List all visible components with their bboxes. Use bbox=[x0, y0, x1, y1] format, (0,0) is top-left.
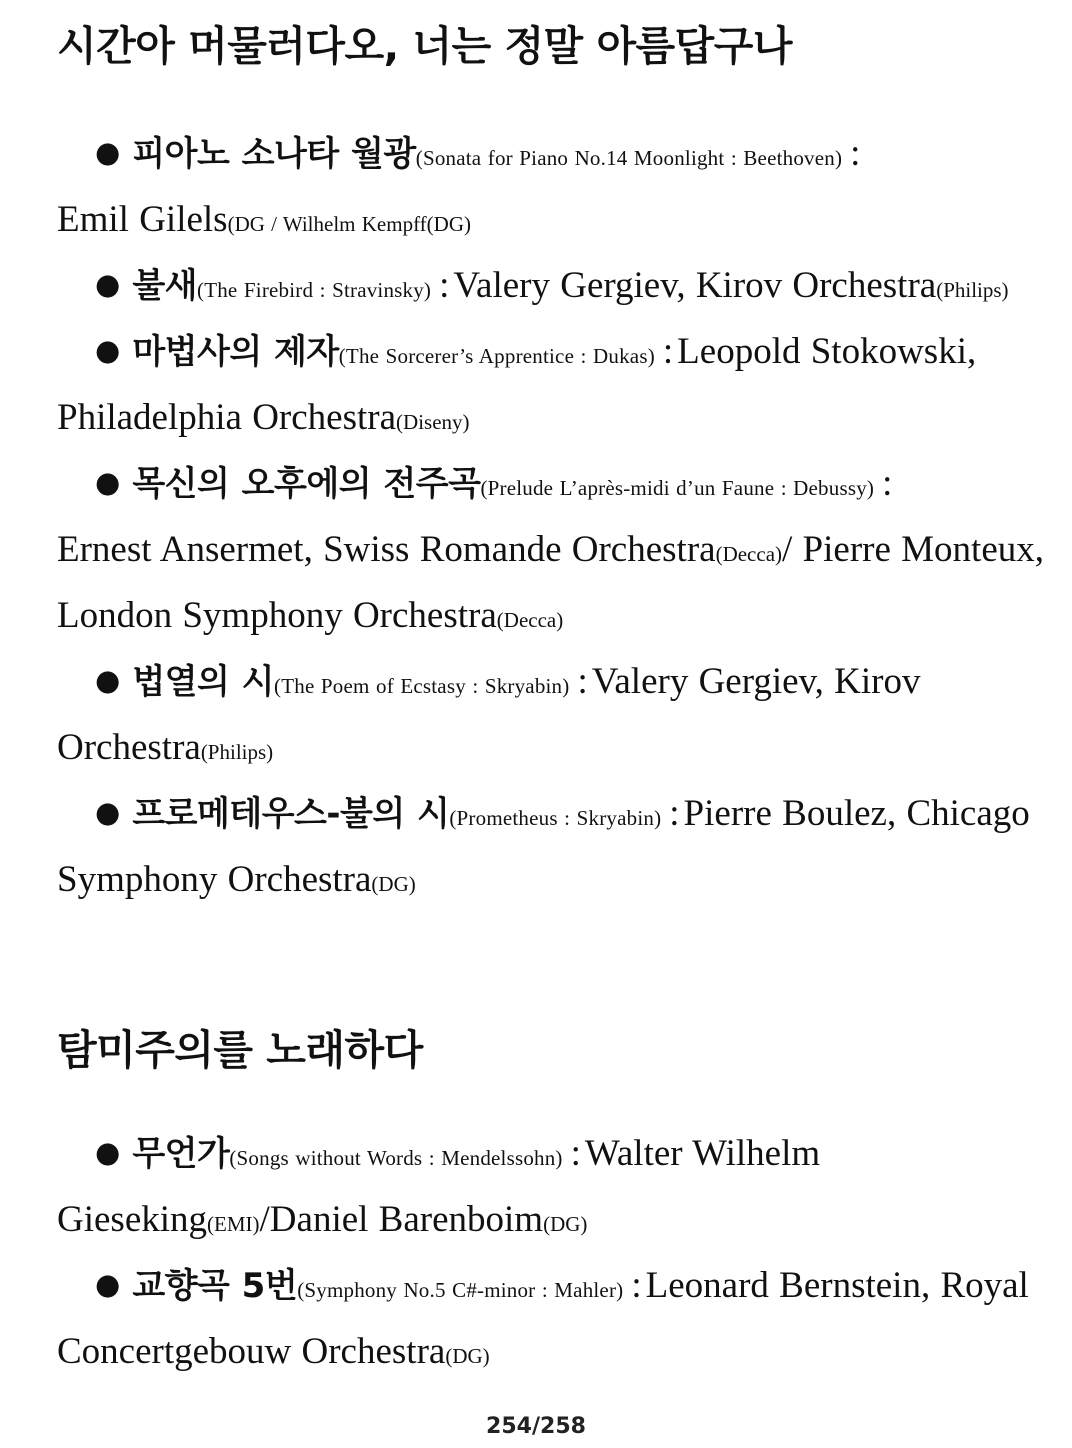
bullet-icon: ● bbox=[95, 795, 121, 829]
colon: : bbox=[570, 1133, 581, 1174]
colon: : bbox=[850, 133, 861, 174]
colon: : bbox=[882, 463, 893, 504]
performer-name: Valery Gergiev, Kirov Orchestra bbox=[57, 661, 921, 768]
section-title: 시간아 머물러다오, 너는 정말 아름답구나 bbox=[57, 22, 792, 70]
bullet-icon: ● bbox=[95, 1135, 121, 1169]
korean-title: 교향곡 5번 bbox=[132, 1266, 298, 1306]
colon: : bbox=[439, 265, 450, 306]
original-title: (The Sorcerer’s Apprentice : Dukas) bbox=[338, 344, 655, 368]
korean-title: 목신의 오후에의 전주곡 bbox=[132, 464, 481, 504]
korean-title: 피아노 소나타 월광 bbox=[132, 134, 416, 174]
record-label: (Decca) bbox=[496, 608, 564, 632]
performer-name: Ernest Ansermet, Swiss Romande Orchestra bbox=[57, 529, 716, 570]
original-title: (Symphony No.5 C#-minor : Mahler) bbox=[297, 1278, 624, 1302]
album-entry bbox=[57, 651, 1047, 783]
record-label: (Decca) bbox=[715, 542, 783, 566]
record-label: (Philips) bbox=[936, 278, 1009, 302]
record-label: (DG bbox=[227, 212, 265, 236]
album-entry bbox=[57, 453, 1047, 651]
album-entry bbox=[57, 1255, 1047, 1387]
original-title: (The Firebird : Stravinsky) bbox=[197, 278, 432, 302]
album-list bbox=[57, 123, 1047, 915]
colon: : bbox=[577, 661, 588, 702]
performer-name: Pierre Boulez, Chicago Symphony Orchestra bbox=[57, 793, 1030, 900]
record-label: (Philips) bbox=[200, 740, 274, 764]
bullet-icon: ● bbox=[95, 1267, 121, 1301]
performer-name: Emil Gilels bbox=[57, 199, 228, 240]
record-label: (DG) bbox=[371, 872, 416, 896]
colon: : bbox=[662, 331, 674, 372]
album-entry bbox=[57, 783, 1047, 915]
album-entry bbox=[57, 321, 1047, 453]
album-list bbox=[57, 1123, 1047, 1387]
album-entry bbox=[57, 255, 1047, 321]
performer-name: Valery Gergiev, Kirov Orchestra bbox=[453, 265, 937, 306]
original-title: (Sonata for Piano No.14 Moonlight : Beethoven) bbox=[415, 146, 843, 170]
section-title: 탐미주의를 노래하다 bbox=[57, 1026, 423, 1074]
korean-title: 마법사의 제자 bbox=[132, 332, 339, 372]
korean-title: 불새 bbox=[132, 266, 198, 306]
performer-name: / Pierre Monteux, London Symphony Orchestra bbox=[57, 529, 1044, 636]
bullet-icon: ● bbox=[95, 465, 121, 499]
bullet-icon: ● bbox=[95, 135, 121, 169]
record-label: (DG) bbox=[445, 1344, 490, 1368]
performer-name: Leonard Bernstein, Royal Concertgebouw Orchestra bbox=[57, 1265, 1029, 1372]
original-title: (Prometheus : Skryabin) bbox=[449, 806, 662, 830]
album-entry bbox=[57, 123, 1047, 255]
korean-title: 법열의 시 bbox=[132, 662, 275, 702]
original-title: (The Poem of Ecstasy : Skryabin) bbox=[274, 674, 570, 698]
bullet-icon: ● bbox=[95, 663, 121, 697]
performer-name: Walter Wilhelm Gieseking bbox=[57, 1133, 821, 1240]
bullet-icon: ● bbox=[95, 333, 121, 367]
original-title: (Prelude L’après-midi d’un Faune : Debussy) bbox=[480, 476, 875, 500]
bullet-icon: ● bbox=[95, 267, 121, 301]
korean-title: 무언가 bbox=[132, 1134, 230, 1174]
album-entry bbox=[57, 1123, 1047, 1255]
original-title: (Songs without Words : Mendelssohn) bbox=[229, 1146, 563, 1170]
record-label: (Diseny) bbox=[396, 410, 470, 434]
korean-title: 프로메테우스-불의 시 bbox=[132, 794, 450, 834]
record-label: (EMI) bbox=[207, 1212, 260, 1236]
record-label: / Wilhelm Kempff(DG) bbox=[264, 212, 471, 236]
performer-name: /Daniel Barenboim bbox=[259, 1199, 544, 1240]
colon: : bbox=[669, 793, 680, 834]
colon: : bbox=[631, 1265, 642, 1306]
page-number: 254/258 bbox=[486, 1414, 586, 1439]
record-label: (DG) bbox=[543, 1212, 588, 1236]
performer-name: Leopold Stokowski, Philadelphia Orchestra bbox=[57, 331, 977, 438]
